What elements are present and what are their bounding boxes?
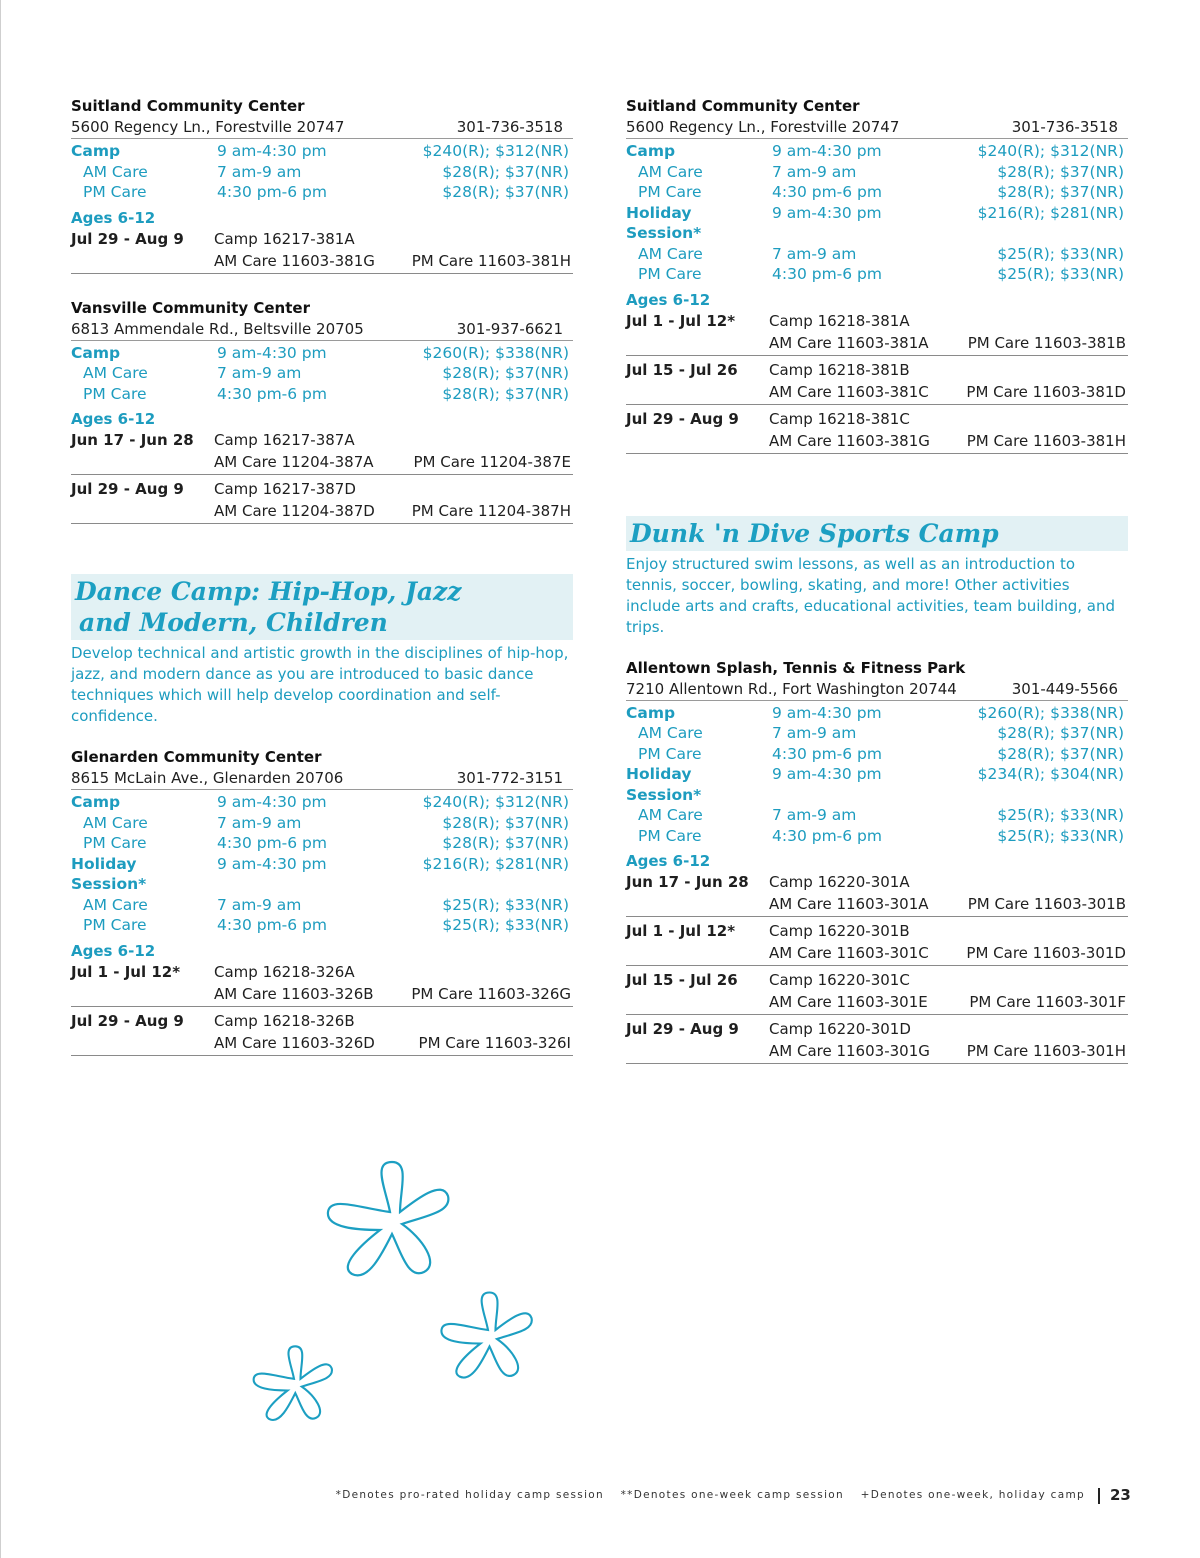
flower-outline-icon xyxy=(254,1346,332,1420)
rate-table xyxy=(71,792,573,936)
session-row xyxy=(626,405,1128,454)
rate-time: 9 am-4:30 pm xyxy=(217,793,327,811)
rate-row xyxy=(71,141,573,162)
session-top xyxy=(626,311,1128,332)
rate-price: $25(R); $33(NR) xyxy=(997,826,1124,845)
rate-time: 4:30 pm-6 pm xyxy=(217,384,327,403)
dunk-dive-venue xyxy=(626,658,1128,1065)
session-top xyxy=(626,970,1128,991)
rate-row xyxy=(71,363,573,384)
right-venue-top xyxy=(626,96,1128,454)
session-camp-code: Camp 16218-381C xyxy=(769,409,910,428)
rate-row xyxy=(71,162,573,183)
rate-label: PM Care xyxy=(638,183,702,201)
session-top xyxy=(626,872,1128,893)
venue-address: 5600 Regency Ln., Forestville 20747 xyxy=(71,118,345,136)
rate-row xyxy=(71,915,573,936)
session-top xyxy=(626,409,1128,430)
rate-time: 7 am-9 am xyxy=(772,162,857,181)
session-pm-care-code: PM Care 11204-387E xyxy=(413,453,571,471)
ages-label: Ages 6-12 xyxy=(71,208,156,227)
rate-label: AM Care xyxy=(638,724,703,742)
session-row xyxy=(626,966,1128,1015)
flower-decorations xyxy=(250,1150,550,1430)
rate-time: 9 am-4:30 pm xyxy=(772,703,882,722)
rate-row xyxy=(71,384,573,405)
session-top xyxy=(71,1011,573,1032)
venue-phone: 301-449-5566 xyxy=(1011,679,1118,698)
rate-price: $28(R); $37(NR) xyxy=(997,744,1124,763)
session-row xyxy=(626,871,1128,917)
session-camp-code: Camp 16220-301B xyxy=(769,922,910,940)
rate-row xyxy=(626,744,1128,765)
rate-time: 7 am-9 am xyxy=(217,364,302,382)
session-camp-code: Camp 16218-381B xyxy=(769,360,910,379)
rate-label: AM Care xyxy=(83,813,148,832)
rate-time: 4:30 pm-6 pm xyxy=(217,834,327,852)
session-camp-code: Camp 16217-387D xyxy=(214,480,356,498)
venue-address: 5600 Regency Ln., Forestville 20747 xyxy=(626,118,900,136)
rate-time: 9 am-4:30 pm xyxy=(217,343,327,362)
venue-address-line xyxy=(626,679,1128,701)
rate-row xyxy=(71,895,573,916)
session-date: Jul 29 - Aug 9 xyxy=(71,480,184,498)
venue-address-line xyxy=(626,117,1128,139)
rate-time: 4:30 pm-6 pm xyxy=(772,265,882,283)
session-pm-care-code: PM Care 11603-381D xyxy=(966,382,1126,401)
dance-camp-venue xyxy=(71,747,573,1056)
rate-price: $28(R); $37(NR) xyxy=(442,364,569,382)
rate-time: 9 am-4:30 pm xyxy=(772,203,882,222)
rate-time: 7 am-9 am xyxy=(217,162,302,181)
session-care-codes xyxy=(626,430,1128,452)
dance-camp-description: Develop technical and artistic growth in the disciplines of hip-hop, jazz, and modern dance as you are introduced to basic dance techniques which will help develop coordination and self-confidence. xyxy=(71,644,569,725)
rate-price: $240(R); $312(NR) xyxy=(422,142,569,160)
rate-time: 4:30 pm-6 pm xyxy=(772,744,882,763)
venue-address-line xyxy=(71,319,573,341)
ages-label: Ages 6-12 xyxy=(626,290,711,309)
session-top xyxy=(71,229,573,250)
rate-time: 4:30 pm-6 pm xyxy=(217,183,327,201)
session-date: Jul 29 - Aug 9 xyxy=(626,409,739,428)
session-am-care-code: AM Care 11603-381C xyxy=(769,382,929,401)
session-care-codes xyxy=(626,1040,1128,1062)
rate-label: Holiday Session* xyxy=(626,765,702,804)
rate-label: Camp xyxy=(71,793,121,811)
rate-price: $25(R); $33(NR) xyxy=(997,244,1124,263)
session-row xyxy=(71,1007,573,1056)
rate-label: AM Care xyxy=(638,244,703,263)
session-care-codes xyxy=(626,942,1128,964)
session-row xyxy=(626,1015,1128,1064)
rate-label: AM Care xyxy=(83,895,148,914)
rate-time: 7 am-9 am xyxy=(772,806,857,824)
rate-label: PM Care xyxy=(638,826,702,845)
session-care-codes xyxy=(71,983,573,1005)
venue-name: Glenarden Community Center xyxy=(71,748,322,766)
session-date: Jun 17 - Jun 28 xyxy=(626,873,749,891)
rate-time: 9 am-4:30 pm xyxy=(772,765,882,783)
venue-phone: 301-937-6621 xyxy=(456,319,563,338)
session-top xyxy=(71,479,573,500)
session-am-care-code: AM Care 11603-381A xyxy=(769,333,929,352)
session-care-codes xyxy=(71,500,573,522)
rate-label: AM Care xyxy=(83,162,148,181)
rate-row xyxy=(71,343,573,364)
dunk-dive-banner xyxy=(626,516,1128,551)
rate-label: Camp xyxy=(71,142,121,160)
session-care-codes xyxy=(626,332,1128,354)
session-am-care-code: AM Care 11603-326D xyxy=(214,1033,375,1052)
session-am-care-code: AM Care 11603-381G xyxy=(769,431,930,450)
session-pm-care-code: PM Care 11603-301H xyxy=(966,1042,1126,1060)
rate-label: PM Care xyxy=(83,916,147,934)
session-date: Jul 1 - Jul 12* xyxy=(626,311,736,330)
rate-time: 7 am-9 am xyxy=(772,724,857,742)
venue-block xyxy=(626,658,1128,1065)
rate-price: $260(R); $338(NR) xyxy=(422,343,569,362)
session-camp-code: Camp 16217-381A xyxy=(214,229,355,248)
rate-time: 7 am-9 am xyxy=(772,244,857,263)
rate-label: Holiday Session* xyxy=(626,203,702,242)
venue-block xyxy=(71,298,573,525)
venue-gap xyxy=(71,274,573,298)
rate-label: Holiday Session* xyxy=(71,854,147,893)
session-care-codes xyxy=(626,991,1128,1013)
session-pm-care-code: PM Care 11204-387H xyxy=(411,502,571,520)
session-care-codes xyxy=(626,381,1128,403)
session-top xyxy=(71,430,573,451)
session-pm-care-code: PM Care 11603-301B xyxy=(967,895,1126,913)
session-am-care-code: AM Care 11204-387A xyxy=(214,453,374,471)
rate-price: $240(R); $312(NR) xyxy=(977,142,1124,160)
rate-time: 9 am-4:30 pm xyxy=(217,854,327,873)
rate-price: $25(R); $33(NR) xyxy=(997,265,1124,283)
session-care-codes xyxy=(71,250,573,272)
right-column xyxy=(626,96,1128,1064)
left-column xyxy=(71,96,573,1056)
session-am-care-code: AM Care 11603-301C xyxy=(769,944,929,962)
session-am-care-code: AM Care 11603-326B xyxy=(214,984,374,1003)
rate-price: $25(R); $33(NR) xyxy=(997,806,1124,824)
rate-label: Camp xyxy=(626,142,676,160)
session-camp-code: Camp 16220-301C xyxy=(769,971,910,989)
dunk-dive-title: Dunk 'n Dive Sports Camp xyxy=(630,518,999,548)
session-pm-care-code: PM Care 11603-381H xyxy=(411,251,571,270)
rate-time: 7 am-9 am xyxy=(217,813,302,832)
rate-time: 7 am-9 am xyxy=(217,895,302,914)
rate-time: 9 am-4:30 pm xyxy=(772,142,882,160)
session-top xyxy=(71,962,573,983)
rate-price: $28(R); $37(NR) xyxy=(442,813,569,832)
rate-row xyxy=(626,203,1128,244)
session-date: Jul 29 - Aug 9 xyxy=(626,1020,739,1038)
venue-address: 6813 Ammendale Rd., Beltsville 20705 xyxy=(71,319,364,338)
rate-table xyxy=(71,141,573,203)
rate-price: $28(R); $37(NR) xyxy=(442,834,569,852)
session-camp-code: Camp 16218-326A xyxy=(214,962,355,981)
session-row xyxy=(71,228,573,274)
rate-price: $25(R); $33(NR) xyxy=(442,895,569,914)
rate-price: $234(R); $304(NR) xyxy=(977,765,1124,783)
ages-label: Ages 6-12 xyxy=(626,852,711,870)
session-camp-code: Camp 16218-326B xyxy=(214,1011,355,1030)
rate-row xyxy=(71,854,573,895)
rate-label: PM Care xyxy=(83,384,147,403)
rate-price: $260(R); $338(NR) xyxy=(977,703,1124,722)
rate-label: PM Care xyxy=(83,183,147,201)
page-number-divider xyxy=(1098,1488,1100,1504)
rate-label: PM Care xyxy=(83,834,147,852)
flower-outline-icon xyxy=(441,1293,531,1378)
rate-label: PM Care xyxy=(638,744,702,763)
dance-camp-title-line1: Dance Camp: Hip-Hop, Jazz xyxy=(75,577,462,606)
session-pm-care-code: PM Care 11603-381H xyxy=(966,431,1126,450)
rate-row xyxy=(626,826,1128,847)
venue-address-line xyxy=(71,117,573,139)
rate-table xyxy=(71,343,573,405)
session-am-care-code: AM Care 11204-387D xyxy=(214,502,375,520)
footnote-one-week: **Denotes one-week camp session xyxy=(620,1489,844,1501)
flower-outline-icon xyxy=(328,1162,448,1275)
venue-block xyxy=(626,96,1128,454)
venue-address-line xyxy=(71,768,573,790)
rate-price: $240(R); $312(NR) xyxy=(422,793,569,811)
session-date: Jul 29 - Aug 9 xyxy=(71,1011,184,1030)
session-pm-care-code: PM Care 11603-326G xyxy=(411,984,571,1003)
venue-phone: 301-772-3151 xyxy=(456,769,563,787)
venue-block xyxy=(71,96,573,274)
venue-phone: 301-736-3518 xyxy=(1011,118,1118,136)
rate-time: 4:30 pm-6 pm xyxy=(772,183,882,201)
page-number: 23 xyxy=(1110,1486,1131,1504)
rate-label: AM Care xyxy=(83,364,148,382)
rate-time: 4:30 pm-6 pm xyxy=(772,826,882,845)
footnote-holiday: *Denotes pro-rated holiday camp session xyxy=(335,1489,604,1501)
venue-address: 8615 McLain Ave., Glenarden 20706 xyxy=(71,769,344,787)
rate-time: 4:30 pm-6 pm xyxy=(217,916,327,934)
rate-row xyxy=(626,264,1128,285)
left-venue-list xyxy=(71,96,573,524)
venue-address: 7210 Allentown Rd., Fort Washington 20744 xyxy=(626,679,957,698)
rate-row xyxy=(626,182,1128,203)
session-am-care-code: AM Care 11603-381G xyxy=(214,251,375,270)
session-row xyxy=(626,310,1128,356)
session-top xyxy=(626,360,1128,381)
session-date: Jul 15 - Jul 26 xyxy=(626,360,738,379)
rate-row xyxy=(71,182,573,203)
session-am-care-code: AM Care 11603-301A xyxy=(769,895,929,913)
session-row xyxy=(71,429,573,475)
rate-price: $28(R); $37(NR) xyxy=(442,384,569,403)
rate-price: $28(R); $37(NR) xyxy=(997,724,1124,742)
rate-label: AM Care xyxy=(638,162,703,181)
rate-price: $216(R); $281(NR) xyxy=(422,854,569,873)
rate-time: 9 am-4:30 pm xyxy=(217,142,327,160)
rate-row xyxy=(626,805,1128,826)
rate-row xyxy=(626,723,1128,744)
session-date: Jul 15 - Jul 26 xyxy=(626,971,738,989)
rate-label: Camp xyxy=(626,703,676,722)
rate-table xyxy=(626,141,1128,285)
rate-row xyxy=(626,244,1128,265)
session-pm-care-code: PM Care 11603-301D xyxy=(966,944,1126,962)
rate-row xyxy=(626,703,1128,724)
session-pm-care-code: PM Care 11603-301F xyxy=(969,993,1126,1011)
dance-camp-banner xyxy=(71,574,573,640)
session-row xyxy=(626,917,1128,966)
venue-name: Suitland Community Center xyxy=(71,97,305,115)
rate-price: $216(R); $281(NR) xyxy=(977,203,1124,222)
session-date: Jul 1 - Jul 12* xyxy=(626,922,736,940)
rate-label: Camp xyxy=(71,343,121,362)
venue-phone: 301-736-3518 xyxy=(456,118,563,136)
dunk-dive-description: Enjoy structured swim lessons, as well as an introduction to tennis, soccer, bowling, skating, and more! Other activities include arts and crafts, educational activities, team building, and trips. xyxy=(626,554,1116,636)
rate-price: $25(R); $33(NR) xyxy=(442,916,569,934)
session-date: Jul 29 - Aug 9 xyxy=(71,229,184,248)
rate-label: PM Care xyxy=(638,265,702,283)
session-camp-code: Camp 16220-301A xyxy=(769,873,910,891)
session-top xyxy=(626,921,1128,942)
session-pm-care-code: PM Care 11603-326I xyxy=(418,1033,571,1052)
rate-row xyxy=(626,764,1128,805)
session-pm-care-code: PM Care 11603-381B xyxy=(967,333,1126,352)
session-row xyxy=(71,961,573,1007)
footnote-one-week-holiday: +Denotes one-week, holiday camp xyxy=(860,1489,1085,1501)
page-edge-rule xyxy=(0,0,1,1558)
rate-price: $28(R); $37(NR) xyxy=(997,183,1124,201)
session-row xyxy=(626,356,1128,405)
session-care-codes xyxy=(71,1032,573,1054)
session-date: Jul 1 - Jul 12* xyxy=(71,962,181,981)
rate-price: $28(R); $37(NR) xyxy=(997,162,1124,181)
rate-price: $28(R); $37(NR) xyxy=(442,162,569,181)
venue-name: Suitland Community Center xyxy=(626,97,860,115)
session-am-care-code: AM Care 11603-301E xyxy=(769,993,928,1011)
session-care-codes xyxy=(71,451,573,473)
session-date: Jun 17 - Jun 28 xyxy=(71,431,194,449)
session-row xyxy=(71,475,573,524)
rate-price: $28(R); $37(NR) xyxy=(442,183,569,201)
rate-label: AM Care xyxy=(638,806,703,824)
rate-table xyxy=(626,703,1128,847)
rate-row xyxy=(626,141,1128,162)
session-camp-code: Camp 16220-301D xyxy=(769,1020,911,1038)
footnotes xyxy=(324,1489,1085,1501)
rate-row xyxy=(71,813,573,834)
session-camp-code: Camp 16218-381A xyxy=(769,311,910,330)
ages-label: Ages 6-12 xyxy=(71,410,156,428)
session-top xyxy=(626,1019,1128,1040)
venue-block xyxy=(71,747,573,1056)
dance-camp-title-line2: and Modern, Children xyxy=(79,608,388,637)
rate-row xyxy=(71,792,573,813)
session-camp-code: Camp 16217-387A xyxy=(214,431,355,449)
session-care-codes xyxy=(626,893,1128,915)
rate-row xyxy=(626,162,1128,183)
ages-label: Ages 6-12 xyxy=(71,941,156,960)
session-am-care-code: AM Care 11603-301G xyxy=(769,1042,930,1060)
venue-name: Allentown Splash, Tennis & Fitness Park xyxy=(626,658,966,677)
rate-row xyxy=(71,833,573,854)
venue-name: Vansville Community Center xyxy=(71,298,310,317)
